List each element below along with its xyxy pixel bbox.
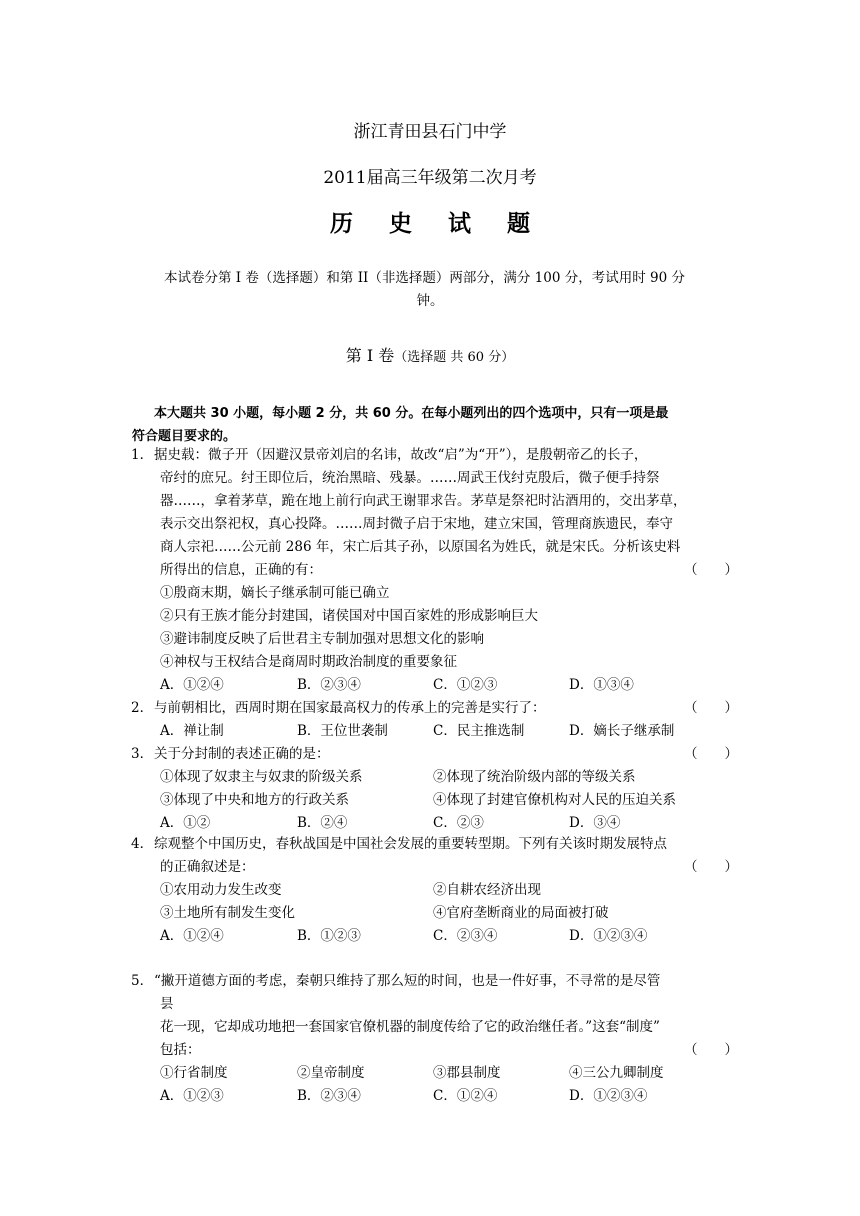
- option-a: A．①②④: [160, 677, 224, 693]
- option-c: C．①②③: [433, 677, 498, 693]
- answer-blank: （ ）: [684, 700, 738, 716]
- question-stem: 综观整个中国历史，春秋战国是中国社会发展的重要转型期。下列有关该时期发展特点: [154, 836, 667, 852]
- statement-item: ①体现了奴隶主与奴隶的阶级关系: [160, 769, 363, 785]
- statement-item: ④官府垄断商业的局面被打破: [433, 905, 609, 921]
- option-c: C．②③: [433, 815, 484, 831]
- option-c: C．②③④: [433, 928, 498, 944]
- statement-item: ④体现了封建官僚机构对人民的压迫关系: [433, 792, 676, 808]
- statement-item: ①殷商末期，嫡长子继承制可能已确立: [160, 585, 390, 601]
- school-name: 浙江青田县石门中学: [353, 122, 507, 142]
- question-5-options: [0, 1085, 860, 1108]
- question-1-line: [0, 513, 860, 536]
- option-a: A．①②③: [160, 1088, 224, 1104]
- option-a: A．①②: [160, 815, 211, 831]
- question-3-options: [0, 812, 860, 835]
- question-1-line: [0, 444, 860, 467]
- answer-blank: （ ）: [684, 1042, 738, 1058]
- option-d: D．③④: [569, 815, 621, 831]
- statement-item: ②皇帝制度: [297, 1065, 365, 1081]
- question-stem: 关于分封制的表述正确的是：: [154, 746, 330, 762]
- question-3-items: [0, 789, 860, 812]
- question-stem: “撇开道德方面的考虑，秦朝只维持了那么短的时间，也是一件好事，不寻常的是尽管: [154, 973, 661, 989]
- question-number: 3．: [131, 746, 154, 762]
- question-number: 5．: [131, 973, 154, 989]
- option-b: B．②③④: [297, 677, 361, 693]
- question-5-line: [0, 1016, 860, 1039]
- question-1-item: [0, 605, 860, 628]
- option-d: D．嫡长子继承制: [569, 723, 675, 739]
- answer-blank: （ ）: [684, 562, 738, 578]
- option-d: D．①②③④: [569, 928, 648, 944]
- question-1-line: [0, 490, 860, 513]
- section-note: （选择题 共 60 分）: [394, 350, 515, 365]
- option-a: A．禅让制: [160, 723, 224, 739]
- section-number: 第 Ⅰ 卷: [345, 346, 395, 365]
- answer-blank: （ ）: [684, 859, 738, 875]
- option-a: A．①②④: [160, 928, 224, 944]
- statement-item: ②只有王族才能分封建国，诸侯国对中国百家姓的形成影响巨大: [160, 608, 538, 624]
- question-number: 4．: [131, 836, 154, 852]
- statement-item: ③郡县制度: [433, 1065, 501, 1081]
- statement-item: ④神权与王权结合是商周时期政治制度的重要象征: [160, 654, 457, 670]
- answer-blank: （ ）: [684, 746, 738, 762]
- statement-item: ②体现了统治阶级内部的等级关系: [433, 769, 636, 785]
- option-c: C．①②④: [433, 1088, 498, 1104]
- statement-item: ③体现了中央和地方的行政关系: [160, 792, 349, 808]
- question-1-line: [0, 559, 860, 582]
- statement-item: ②自耕农经济出现: [433, 882, 541, 898]
- option-c: C．民主推选制: [433, 723, 525, 739]
- question-4-options: [0, 925, 860, 948]
- question-4-line: [0, 856, 860, 879]
- question-5-line: [0, 1039, 860, 1062]
- option-b: B．王位世袭制: [297, 723, 388, 739]
- question-number: 1．: [131, 447, 154, 463]
- instructions: [132, 402, 732, 448]
- question-5-items: [0, 1062, 860, 1085]
- exam-name: 2011届高三年级第二次月考: [323, 168, 537, 188]
- question-3-line: [0, 743, 860, 766]
- question-2-line: [0, 697, 860, 720]
- question-stem: 表示交出祭祀权，真心投降。……周封微子启于宋地，建立宋国，管理商族遗民，奉守: [160, 516, 673, 532]
- question-4-items: [0, 879, 860, 902]
- instructions-line-2: 符合题目要求的。: [132, 429, 237, 444]
- question-stem: 所得出的信息，正确的有：: [160, 562, 322, 578]
- option-b: B．②③④: [297, 1088, 361, 1104]
- question-1-item: [0, 628, 860, 651]
- question-1-line: [0, 467, 860, 490]
- statement-item: ③土地所有制发生变化: [160, 905, 295, 921]
- question-5-line: [0, 993, 860, 1016]
- intro-line-1: 本试卷分第 I 卷（选择题）和第 II（非选择题）两部分，满分 100 分，考试用时 90 分: [164, 270, 685, 286]
- question-stem: 包括：: [160, 1042, 201, 1058]
- option-d: D．①③④: [569, 677, 634, 693]
- question-stem: 据史载：微子开（因避汉景帝刘启的名讳，故改“启”为“开”），是殷朝帝乙的长子，: [154, 447, 648, 463]
- statement-item: ①农用动力发生改变: [160, 882, 282, 898]
- question-1-item: [0, 582, 860, 605]
- paper-title: 历 史 试 题: [329, 210, 545, 237]
- question-stem: 帝纣的庶兄。纣王即位后，统治黑暗、残暴。……周武王伐纣克殷后，微子便手持祭: [160, 470, 660, 486]
- question-3-items: [0, 766, 860, 789]
- question-stem: 商人宗祀……公元前 286 年，宋亡后其子孙，以原国名为姓氏，就是宋氏。分析该史料: [160, 539, 681, 555]
- section-heading: [0, 343, 860, 366]
- intro-line-2: 钟。: [416, 293, 444, 309]
- question-number: 2．: [131, 700, 154, 716]
- question-4-line: [0, 833, 860, 856]
- question-1-item: [0, 651, 860, 674]
- statement-item: ③避讳制度反映了后世君主专制加强对思想文化的影响: [160, 631, 484, 647]
- question-1-line: [0, 536, 860, 559]
- question-stem: 花一现，它却成功地把一套国家官僚机器的制度传给了它的政治继任者。”这套“制度”: [160, 1019, 660, 1035]
- option-b: B．②④: [297, 815, 348, 831]
- question-1-options: [0, 674, 860, 697]
- question-stem: 昙: [160, 996, 174, 1012]
- question-5-line: [0, 970, 860, 993]
- question-4-items: [0, 902, 860, 925]
- option-b: B．①②③: [297, 928, 361, 944]
- statement-item: ①行省制度: [160, 1065, 228, 1081]
- question-stem: 器……，拿着茅草，跪在地上前行向武王谢罪求告。茅草是祭祀时沾酒用的，交出茅草，: [160, 493, 687, 509]
- question-stem: 的正确叙述是：: [160, 859, 255, 875]
- option-d: D．①②③④: [569, 1088, 648, 1104]
- instructions-line-1: 本大题共 30 小题，每小题 2 分，共 60 分。在每小题列出的四个选项中，只有一项是最: [154, 406, 669, 421]
- statement-item: ④三公九卿制度: [569, 1065, 664, 1081]
- question-stem: 与前朝相比，西周时期在国家最高权力的传承上的完善是实行了：: [154, 700, 546, 716]
- question-2-options: [0, 720, 860, 743]
